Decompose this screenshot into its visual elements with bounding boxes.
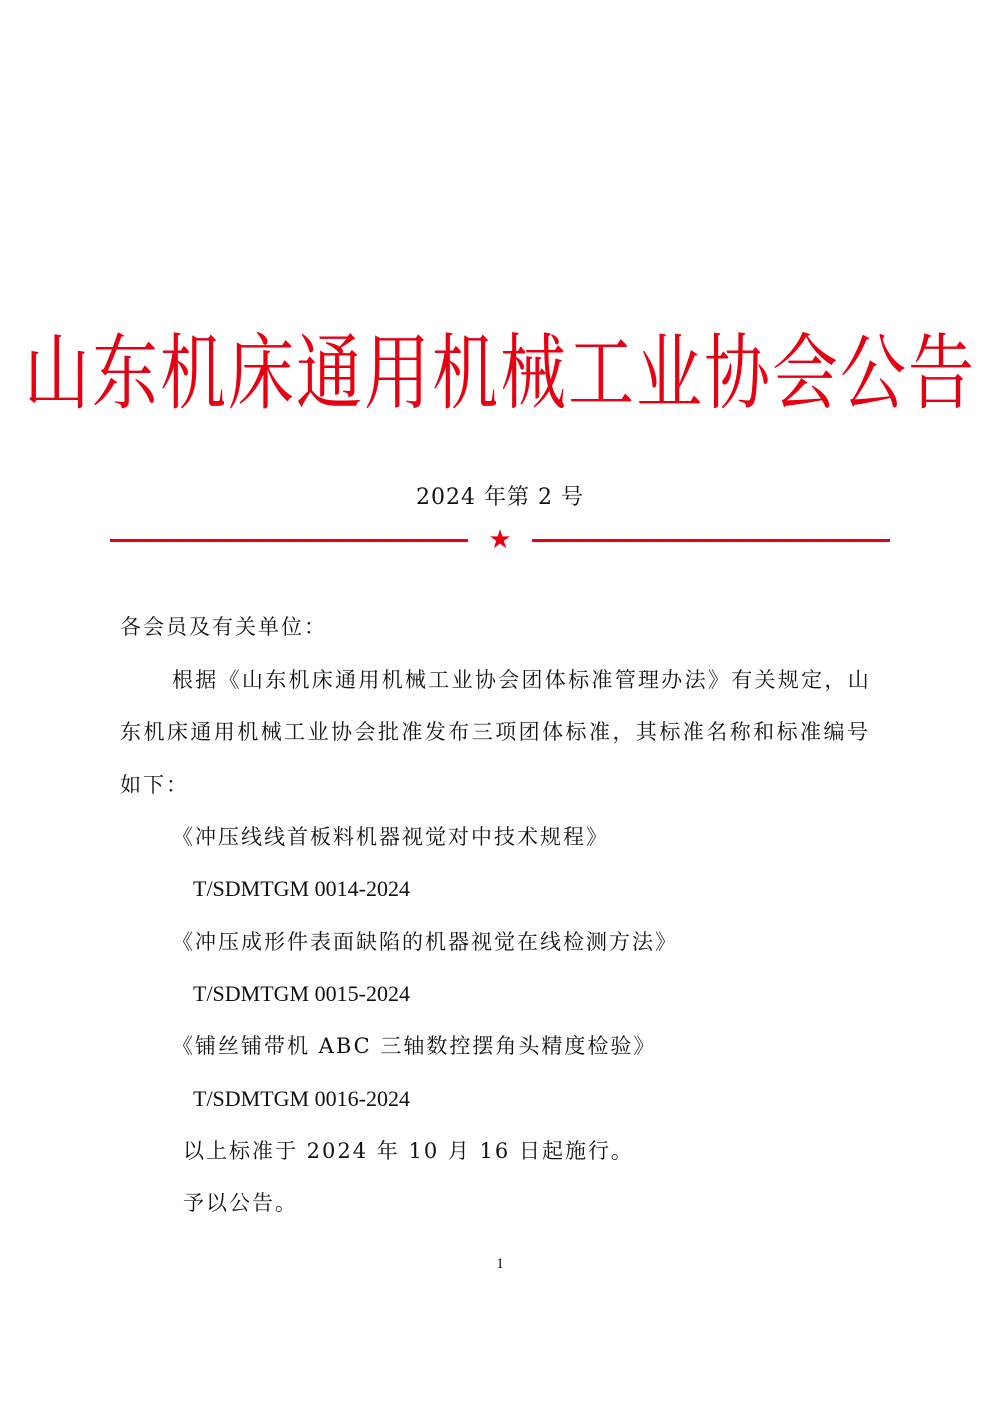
effective-date: 以上标准于 2024 年 10 月 16 日起施行。 (183, 1139, 634, 1163)
standard-title: 《冲压线线首板料机器视觉对中技术规程》 (172, 825, 609, 849)
closing-notice: 予以公告。 (183, 1191, 298, 1215)
divider-line-right (532, 539, 890, 542)
paragraph-line: 根据《山东机床通用机械工业协会团体标准管理办法》有关规定，山 (172, 668, 871, 692)
paragraph-line: 东机床通用机械工业协会批准发布三项团体标准，其标准名称和标准编号 (120, 720, 871, 744)
standard-title: 《冲压成形件表面缺陷的机器视觉在线检测方法》 (172, 930, 678, 954)
masthead-title: 山东机床通用机械工业协会公告 (24, 325, 976, 422)
divider-line-left (110, 539, 468, 542)
document-number: 2024 年第 2 号 (416, 485, 584, 510)
page-number: 1 (496, 1256, 504, 1272)
standard-code: T/SDMTGM 0015-2024 (193, 981, 410, 1006)
paragraph-line: 如下： (120, 773, 189, 797)
standard-code: T/SDMTGM 0014-2024 (193, 876, 410, 901)
star-icon: ★ (488, 525, 512, 555)
standard-title: 《铺丝铺带机 ABC 三轴数控摆角头精度检验》 (172, 1034, 657, 1058)
red-divider (110, 525, 890, 555)
standard-code: T/SDMTGM 0016-2024 (193, 1086, 410, 1111)
salutation: 各会员及有关单位： (120, 615, 327, 639)
